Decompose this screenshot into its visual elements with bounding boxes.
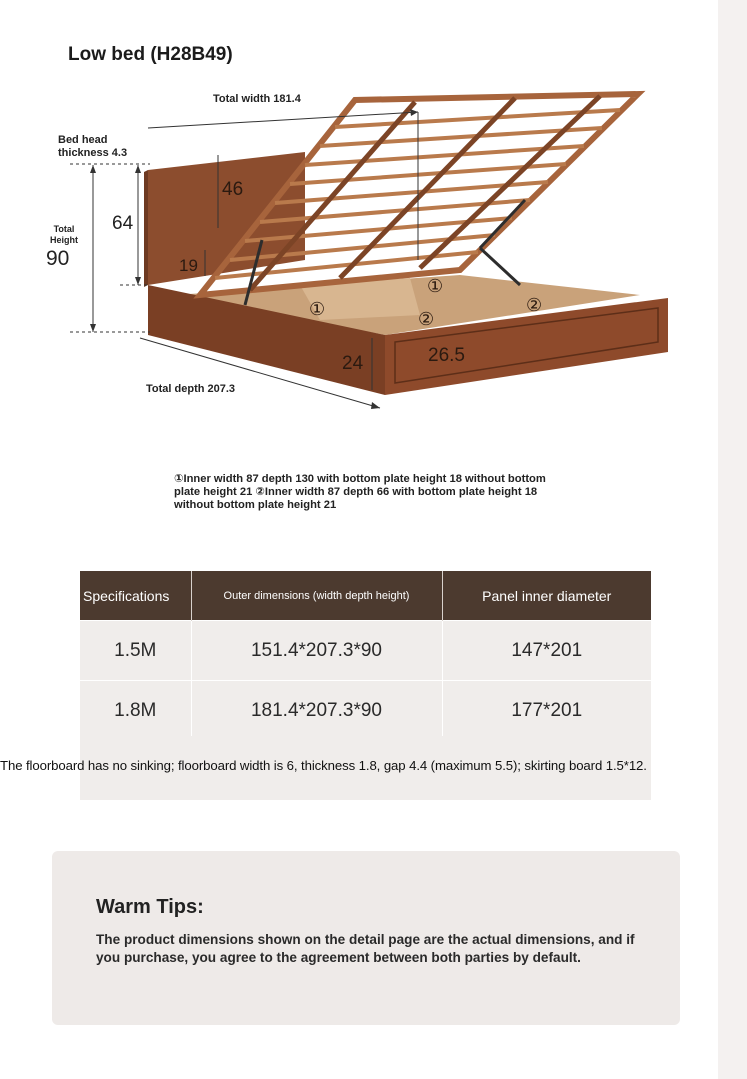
page-margin xyxy=(718,0,747,1079)
compartment-marker-2b: ② xyxy=(526,295,543,315)
outer-dimension-cell: 181.4*207.3*90 xyxy=(191,681,442,741)
header-panel-inner-diameter: Panel inner diameter xyxy=(442,571,651,621)
compartment-marker-1a: ① xyxy=(309,299,326,319)
compartment-marker-1b: ① xyxy=(427,276,444,296)
header-outer-dimensions: Outer dimensions (width depth height) xyxy=(191,571,442,621)
lift-height-value: 46 xyxy=(222,179,244,200)
frame-side-height-value: 26.5 xyxy=(428,345,465,366)
total-height-value: 90 xyxy=(46,247,70,270)
total-height-label: Total Height xyxy=(50,224,78,245)
total-depth-label: Total depth 207.3 xyxy=(146,383,236,395)
table-row xyxy=(80,621,651,681)
compartment-note: ①Inner width 87 depth 130 with bottom plate height 18 without bottom plate height 21 ②Inner width 87 depth 66 with bottom plate height 18 without bottom plate height 21 xyxy=(174,473,546,511)
outer-dimension-cell: 151.4*207.3*90 xyxy=(191,621,442,681)
inner-diameter-cell: 177*201 xyxy=(442,681,651,741)
floorboard-note: The floorboard has no sinking; floorboard width is 6, thickness 1.8, gap 4.4 (maximum 5.5); skirting board 1.5*12. xyxy=(0,758,647,773)
page-title: Low bed (H28B49) xyxy=(68,44,233,65)
bed-head-thickness-label: Bed head thickness 4.3 xyxy=(58,134,128,159)
header-specifications: Specifications xyxy=(80,571,191,621)
spec-cell: 1.8M xyxy=(80,681,191,741)
gap-height-value: 19 xyxy=(179,256,198,275)
table-header-row xyxy=(80,571,651,621)
warm-tips-title: Warm Tips: xyxy=(96,896,204,918)
frame-front-height-value: 24 xyxy=(342,353,364,374)
inner-diameter-cell: 147*201 xyxy=(442,621,651,681)
spec-cell: 1.5M xyxy=(80,621,191,681)
spec-table xyxy=(80,571,651,740)
warm-tips-box xyxy=(52,851,680,1025)
warm-tips-body: The product dimensions shown on the detail page are the actual dimensions, and if you purchase, you agree to the agreement between both parties by default. xyxy=(96,932,635,965)
table-row xyxy=(80,681,651,741)
total-width-label: Total width 181.4 xyxy=(213,93,301,105)
headboard-height-value: 64 xyxy=(112,213,134,234)
compartment-marker-2a: ② xyxy=(418,309,435,329)
